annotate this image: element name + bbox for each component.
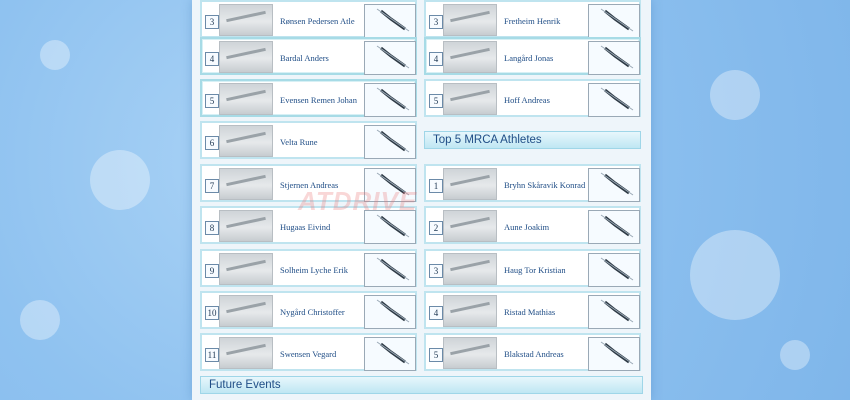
ski-jumper-icon bbox=[364, 4, 416, 38]
rank-badge: 5 bbox=[205, 94, 219, 108]
ski-jump-photo-icon bbox=[219, 125, 273, 157]
rank-badge: 3 bbox=[429, 15, 443, 29]
athlete-name[interactable]: Velta Rune bbox=[280, 137, 318, 147]
ski-jumper-icon bbox=[588, 83, 640, 117]
background-splash bbox=[40, 40, 70, 70]
background-splash bbox=[690, 230, 780, 320]
ski-jumper-icon bbox=[588, 210, 640, 244]
athlete-name[interactable]: Hugaas Eivind bbox=[280, 222, 331, 232]
ski-jump-photo-icon bbox=[219, 210, 273, 242]
ski-jumper-icon bbox=[588, 295, 640, 329]
athlete-row[interactable] bbox=[200, 0, 417, 38]
athlete-name[interactable]: Hoff Andreas bbox=[504, 95, 550, 105]
athlete-name[interactable]: Solheim Lyche Erik bbox=[280, 265, 348, 275]
athlete-name[interactable]: Fretheim Henrik bbox=[504, 16, 561, 26]
watermark-logo: ATDRIVE bbox=[298, 186, 418, 216]
athlete-name[interactable]: Evensen Remen Johan bbox=[280, 95, 357, 105]
mrca-athlete-row[interactable] bbox=[424, 249, 641, 287]
background-splash bbox=[780, 340, 810, 370]
rank-badge: 4 bbox=[429, 52, 443, 66]
rank-badge: 8 bbox=[205, 221, 219, 235]
athlete-row[interactable] bbox=[200, 37, 417, 75]
athlete-row[interactable] bbox=[424, 79, 641, 117]
athlete-name[interactable]: Bardal Anders bbox=[280, 53, 329, 63]
ski-jump-photo-icon bbox=[219, 83, 273, 115]
rank-badge: 4 bbox=[205, 52, 219, 66]
ski-jump-photo-icon bbox=[443, 253, 497, 285]
ski-jump-photo-icon bbox=[443, 295, 497, 327]
ski-jumper-icon bbox=[364, 337, 416, 371]
athlete-row[interactable] bbox=[424, 37, 641, 75]
rank-badge: 1 bbox=[429, 179, 443, 193]
ski-jump-photo-icon bbox=[219, 41, 273, 73]
mrca-section-title: Top 5 MRCA Athletes bbox=[433, 134, 542, 146]
ski-jumper-icon bbox=[588, 337, 640, 371]
rank-badge: 10 bbox=[205, 306, 219, 320]
future-events-header[interactable] bbox=[200, 376, 643, 394]
ski-jump-photo-icon bbox=[219, 253, 273, 285]
athlete-name[interactable]: Swensen Vegard bbox=[280, 349, 337, 359]
athlete-name[interactable]: Ristad Mathias bbox=[504, 307, 556, 317]
athlete-name[interactable]: Nygård Christoffer bbox=[280, 307, 345, 317]
ski-jump-photo-icon bbox=[443, 41, 497, 73]
ski-jumper-icon bbox=[588, 168, 640, 202]
rank-badge: 4 bbox=[429, 306, 443, 320]
ski-jumper-icon bbox=[588, 41, 640, 75]
ski-jump-photo-icon bbox=[443, 4, 497, 36]
ski-jump-photo-icon bbox=[219, 168, 273, 200]
ski-jumper-icon bbox=[588, 253, 640, 287]
rank-badge: 9 bbox=[205, 264, 219, 278]
rank-badge: 11 bbox=[205, 348, 219, 362]
athlete-row[interactable] bbox=[200, 79, 417, 117]
mrca-athlete-row[interactable] bbox=[424, 291, 641, 329]
future-events-title: Future Events bbox=[209, 379, 281, 391]
athlete-row[interactable] bbox=[200, 249, 417, 287]
ski-jumper-icon bbox=[364, 125, 416, 159]
ski-jump-photo-icon bbox=[443, 337, 497, 369]
rank-badge: 3 bbox=[205, 15, 219, 29]
background-splash bbox=[710, 70, 760, 120]
athlete-name[interactable]: Langård Jonas bbox=[504, 53, 554, 63]
rank-badge: 7 bbox=[205, 179, 219, 193]
athlete-name[interactable]: Stjernen Andreas bbox=[280, 180, 339, 190]
athlete-name[interactable]: Aune Joakim bbox=[504, 222, 550, 232]
athlete-name[interactable]: Blakstad Andreas bbox=[504, 349, 564, 359]
athlete-row[interactable] bbox=[200, 333, 417, 371]
rank-badge: 6 bbox=[205, 136, 219, 150]
mrca-section-header[interactable] bbox=[424, 131, 641, 149]
athlete-name[interactable]: Haug Tor Kristian bbox=[504, 265, 566, 275]
ski-jumper-icon bbox=[364, 41, 416, 75]
ski-jumper-icon bbox=[364, 83, 416, 117]
athlete-row[interactable] bbox=[424, 0, 641, 38]
athlete-name[interactable]: Rønsen Pedersen Atle bbox=[280, 16, 355, 26]
athlete-name[interactable]: Bryhn Skåravik Konrad bbox=[504, 180, 586, 190]
ski-jumper-icon bbox=[364, 295, 416, 329]
athlete-row[interactable] bbox=[200, 121, 417, 159]
ski-jump-photo-icon bbox=[219, 295, 273, 327]
rank-badge: 3 bbox=[429, 264, 443, 278]
background-splash bbox=[20, 300, 60, 340]
ski-jump-photo-icon bbox=[219, 337, 273, 369]
background-splash bbox=[90, 150, 150, 210]
ski-jumper-icon bbox=[588, 4, 640, 38]
ski-jumper-icon bbox=[364, 253, 416, 287]
rank-badge: 5 bbox=[429, 94, 443, 108]
rank-badge: 2 bbox=[429, 221, 443, 235]
athlete-row[interactable] bbox=[200, 291, 417, 329]
ski-jump-photo-icon bbox=[443, 83, 497, 115]
rank-badge: 5 bbox=[429, 348, 443, 362]
mrca-athlete-row[interactable] bbox=[424, 333, 641, 371]
ski-jump-photo-icon bbox=[219, 4, 273, 36]
